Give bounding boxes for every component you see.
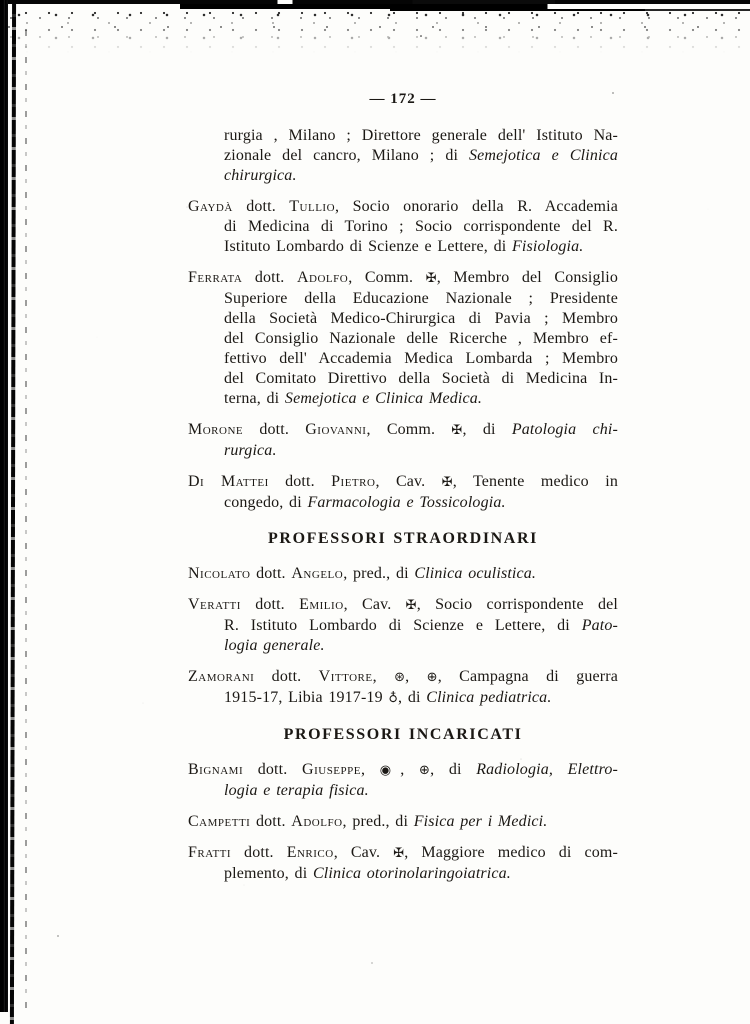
person-name-smallcaps: Tullio <box>289 198 336 215</box>
medal-pendant-icon: ♁ <box>388 691 399 706</box>
text-line <box>188 472 618 493</box>
discipline-italic: Farmacologia e Tossicologia. <box>307 494 506 511</box>
text-line <box>224 126 618 146</box>
text-line <box>188 843 618 864</box>
text-line <box>224 441 618 461</box>
person-name-smallcaps: Zamorani <box>188 668 255 685</box>
person-name-smallcaps: Enrico <box>286 844 334 861</box>
text-line <box>188 197 618 217</box>
text-run: Superiore della Educazione Nazionale ; Presidente <box>224 290 618 307</box>
text-run: dott. <box>254 668 319 685</box>
text-line <box>188 812 618 832</box>
text-run: Istituto Lombardo di Scienze e Lettere, di <box>224 238 512 255</box>
text-run: della Società Medico-Chirurgica di Pavia ; Membro <box>224 310 618 327</box>
entry-ferrata <box>188 268 618 409</box>
text-line <box>188 268 618 289</box>
text-line <box>224 636 618 656</box>
text-run: , Socio corrispondente del <box>416 596 618 613</box>
text-line <box>224 493 618 513</box>
medal-circled-cross-icon: ⊕ <box>426 670 438 685</box>
medal-circled-cross-icon: ⊕ <box>419 763 431 778</box>
entry-veratti <box>188 595 618 656</box>
text-run: congedo, di <box>224 494 308 511</box>
text-run: di Medicina di Torino ; Socio corrispondente del R. <box>224 218 618 235</box>
maltese-cross-icon: ✠ <box>405 598 417 613</box>
text-run: dott. <box>250 565 292 582</box>
text-line <box>224 217 618 237</box>
person-name-smallcaps: Morone <box>188 421 244 438</box>
text-run: , Membro del Consiglio <box>436 269 618 286</box>
discipline-italic: Pato- <box>581 617 618 634</box>
entry-nicolato <box>188 564 618 584</box>
entry-gayda <box>188 197 618 257</box>
text-line <box>224 166 618 186</box>
entry-campetti <box>188 812 618 832</box>
person-name-smallcaps: Ferrata <box>188 269 243 286</box>
text-run: dott. <box>232 198 290 215</box>
text-run: , di <box>430 761 477 778</box>
text-run: , Socio onorario della R. Accademia <box>335 198 618 215</box>
text-run: , di <box>462 421 512 438</box>
text-line <box>224 781 618 801</box>
text-run: , Tenente medico in <box>452 473 618 490</box>
text-line <box>224 864 618 884</box>
text-run: , Comm. <box>348 269 426 286</box>
text-line <box>224 309 618 329</box>
discipline-italic: logia generale. <box>224 637 325 654</box>
discipline-italic: Clinica otorinolaringoiatrica. <box>312 865 511 882</box>
discipline-italic: Clinica pediatrica. <box>426 689 552 706</box>
text-run: fettivo dell' Accademia Medica Lombarda ; Membro <box>224 350 618 367</box>
text-run: , Cav. <box>375 473 442 490</box>
text-line <box>224 289 618 309</box>
entry-morone <box>188 420 618 461</box>
person-name-smallcaps: Gaydà <box>188 198 233 215</box>
text-run: dott. <box>268 473 332 490</box>
text-run: , pred., di <box>343 565 415 582</box>
medal-circled-star-icon: ⊛ <box>394 670 406 685</box>
text-run: dott. <box>250 813 292 830</box>
discipline-italic: Fisiologia. <box>511 238 584 255</box>
text-run: zionale del cancro, Milano ; di <box>224 147 470 164</box>
person-name-smallcaps: Fratti <box>188 844 232 861</box>
person-name-smallcaps: Adolfo <box>291 813 343 830</box>
entry-fratti <box>188 843 618 884</box>
text-run: dott. <box>243 421 306 438</box>
text-run: , di <box>398 689 427 706</box>
maltese-cross-icon: ✠ <box>441 475 453 490</box>
discipline-italic: Radiologia, Elettro- <box>476 761 618 778</box>
person-name-smallcaps: Bignami <box>188 761 244 778</box>
person-name-smallcaps: Nicolato <box>188 565 251 582</box>
text-line <box>224 389 618 409</box>
text-run: , <box>400 761 420 778</box>
text-run: dott. <box>242 269 297 286</box>
maltese-cross-icon: ✠ <box>425 271 437 286</box>
binding-stripe-outer <box>0 0 8 1012</box>
text-line <box>224 688 618 709</box>
entry-bignami <box>188 760 618 801</box>
text-line <box>188 564 618 584</box>
discipline-italic: Fisica per i Medici. <box>413 813 548 830</box>
entry-continuation-chirurgia <box>188 126 618 186</box>
text-run: , pred., di <box>342 813 414 830</box>
text-run: del Comitato Direttivo della Società di Medicina In- <box>224 370 618 387</box>
text-run: dott. <box>240 596 300 613</box>
text-line <box>188 760 618 781</box>
text-run: R. Istituto Lombardo di Scienze e Lettere, di <box>224 617 582 634</box>
scan-noise-band <box>0 11 750 53</box>
person-name-smallcaps: Veratti <box>188 596 241 613</box>
discipline-italic: chirurgica. <box>224 167 297 184</box>
entry-zamorani <box>188 667 618 709</box>
text-run: , <box>372 668 395 685</box>
person-name-smallcaps: Vittore <box>318 668 373 685</box>
discipline-italic: Clinica oculistica. <box>414 565 537 582</box>
text-line <box>224 329 618 349</box>
person-name-smallcaps: Di Mattei <box>188 473 269 490</box>
person-name-smallcaps: Campetti <box>188 813 251 830</box>
person-name-smallcaps: Giovanni <box>305 421 367 438</box>
text-run: , <box>360 761 380 778</box>
section-heading: PROFESSORI STRAORDINARI <box>268 530 538 547</box>
text-block <box>188 126 618 895</box>
text-line <box>224 146 618 166</box>
text-run: plemento, di <box>224 865 313 882</box>
text-run: , Cav. <box>343 596 406 613</box>
text-line <box>224 616 618 636</box>
person-name-smallcaps: Emilio <box>299 596 344 613</box>
text-run: , Maggiore medico di com- <box>404 844 618 861</box>
person-name-smallcaps: Adolfo <box>296 269 349 286</box>
text-run: terna, di <box>224 390 285 407</box>
maltese-cross-icon: ✠ <box>451 423 463 438</box>
scan-ink-specks <box>0 0 2 2</box>
discipline-italic: Patologia chi- <box>511 421 618 438</box>
page-number: — 172 — <box>369 91 437 107</box>
text-run: 1915-17, Libia 1917-19 <box>224 689 389 706</box>
discipline-italic: Semejotica e Clinica <box>469 147 618 164</box>
discipline-italic: rurgica. <box>224 442 277 459</box>
text-line <box>188 420 618 441</box>
text-run: del Consiglio Nazionale delle Ricerche , Membro ef- <box>224 330 618 347</box>
person-name-smallcaps: Giuseppe <box>302 761 361 778</box>
entry-di-mattei <box>188 472 618 513</box>
text-line <box>224 369 618 389</box>
text-line <box>188 595 618 616</box>
person-name-smallcaps: Pietro <box>331 473 376 490</box>
person-name-smallcaps: Angelo <box>291 565 344 582</box>
text-line <box>224 237 618 257</box>
text-run: , Campagna di guerra <box>437 668 618 685</box>
medal-round-icon: ◉ <box>379 763 401 778</box>
binding-stripe-inner <box>10 0 16 1024</box>
text-run: dott. <box>243 761 303 778</box>
text-line <box>188 667 618 688</box>
text-run: , Comm. <box>366 421 452 438</box>
discipline-italic: logia e terapia fisica. <box>224 782 369 799</box>
discipline-italic: Semejotica e Clinica Medica. <box>284 390 483 407</box>
text-run: , <box>405 668 427 685</box>
text-run: , Cav. <box>333 844 394 861</box>
section-heading: PROFESSORI INCARICATI <box>283 726 523 743</box>
text-run: dott. <box>231 844 287 861</box>
maltese-cross-icon: ✠ <box>393 846 405 861</box>
text-line <box>224 349 618 369</box>
text-run: rurgia , Milano ; Direttore generale dell' Istituto Na- <box>224 127 618 144</box>
binding-stripe-faint <box>25 30 27 1010</box>
